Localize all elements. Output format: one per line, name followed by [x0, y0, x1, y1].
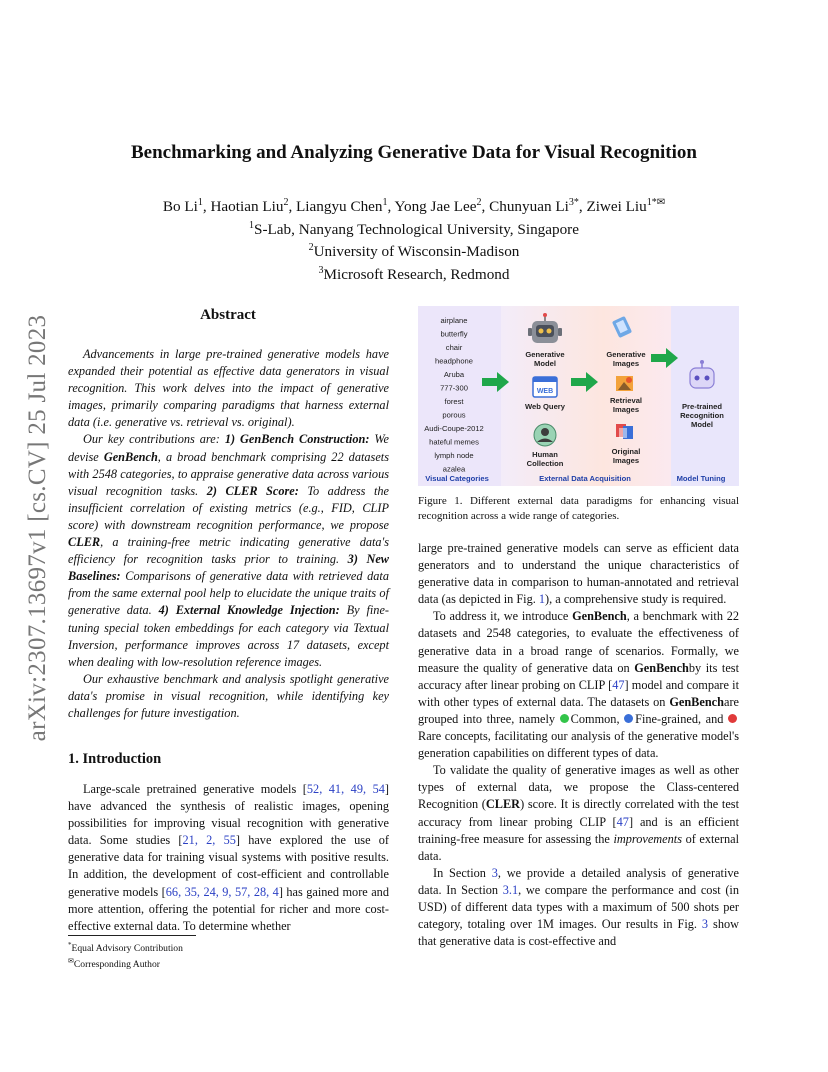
category-label: hateful memes: [429, 437, 479, 447]
section-heading-introduction: 1. Introduction: [68, 751, 162, 767]
affiliation: $^2$University of Wisconsin-Madison: [308, 242, 520, 261]
original-images-label: Original Images: [611, 447, 641, 465]
figure-1: [418, 306, 739, 486]
affiliation: $^3$Microsoft Research, Redmond: [318, 264, 510, 283]
panel-model-tuning: [671, 306, 739, 486]
footnote-rule: [68, 935, 196, 936]
retrieval-image-icon: [616, 376, 633, 391]
category-label: butterfly: [440, 329, 468, 339]
common-dot-icon: [560, 714, 569, 723]
human-icon: [534, 424, 556, 446]
body-paragraph: To address it, we introduce GenBench, a benchmark with 22 datasets and 2548 categories, to evaluate the effectiveness of generative data in a broad range of scenarios. Formally, we measure the quality of generative data on GenBenchby its test accuracy after linear probing on CLIP [47] model and compare it with other types of external data. The datasets on GenBenchare grouped into three, namely Common, Fine-grained, and Rare concepts, facilitating our analysis of the generative model's generation capabilities on different types of data.: [418, 609, 740, 761]
svg-text:WEB: WEB: [536, 388, 554, 395]
citation-link[interactable]: 52, 41, 49, 54: [306, 782, 385, 796]
figure-caption: Figure 1. Different external data paradigms for enhancing visual recognition across a wide range of categories.: [418, 495, 739, 522]
citation-link[interactable]: 47: [612, 677, 625, 692]
category-label: forest: [444, 397, 464, 406]
figure-link[interactable]: 3: [701, 917, 709, 932]
web-query-label: Web Query: [525, 402, 565, 411]
footnotes: [68, 939, 389, 971]
affiliation: $^1$S-Lab, Nanyang Technological University, Singapore: [249, 219, 579, 238]
footnote: ✉Corresponding Author: [68, 957, 160, 971]
footnote: *Equal Advisory Contribution: [68, 941, 183, 955]
category-label: porous: [442, 410, 466, 420]
category-label: headphone: [434, 356, 474, 366]
abstract-body: [68, 346, 389, 722]
recognition-model-label: Pre-trained Recognition Model: [680, 402, 724, 429]
category-label: chair: [445, 343, 463, 352]
generative-model-label: Generative Model: [525, 350, 565, 368]
rare-dot-icon: [728, 714, 737, 723]
external-data-label: External Data Acquisition: [539, 474, 631, 483]
fine-grained-dot-icon: [624, 714, 633, 723]
figure-link[interactable]: 1: [538, 592, 546, 607]
author: Haotian Liu$^2$: [210, 197, 289, 216]
author: Chunyuan $Li^{3*}$: [489, 197, 579, 216]
body-paragraph: In Section 3, we provide a detailed analysis of generative data. In Section 3.1, we compare the performance and cost (in USD) of different data types with a maximum of 500 shots per category, totaling over 1M images. Our results in Fig. 3 show that generative data is cost-effective and: [418, 865, 739, 949]
figure-1-diagram: [418, 306, 739, 486]
intro-paragraph: Large-scale pretrained generative models [52, 41, 49, 54] have advanced the synthesis of realistic images, opening possibilities for improving visual recognition with generative data. Some studies [21, 2, 55] have explored the use of generative data for training visual systems with positive results. In addition, the development of cost-efficient and controllable generative models [66, 35, 24, 9, 57, 28, 4] has gained more and more attention, offering the potential for richer and more cost-effective external data. To determine whether: [68, 782, 390, 933]
author-block: [60, 194, 768, 284]
section-link[interactable]: 3: [491, 865, 498, 880]
model-tuning-label: Model Tuning: [676, 474, 726, 483]
category-label: azalea: [442, 464, 466, 474]
paper-title: Benchmarking and Analyzing Generative Data for Visual Recognition: [131, 142, 697, 163]
category-label: Audi-Coupe-2012: [424, 424, 484, 433]
citation-link[interactable]: 47: [616, 814, 629, 829]
arxiv-stamp: [18, 298, 58, 758]
body-paragraph: To validate the quality of generative images as well as other types of external data, we propose the Class-centered Recognition (CLER) score. It is directly correlated with the test accuracy from linear probing CLIP [47] and is an efficient training-free measure for assessing the improvements of external data.: [418, 763, 740, 863]
original-image-icon: [616, 424, 633, 439]
citation-link[interactable]: 21, 2, 55: [182, 833, 236, 848]
author: Yong Jae Lee$^2$: [394, 197, 482, 216]
category-label: airplane: [440, 316, 468, 325]
right-column-body: [418, 540, 739, 950]
abstract-paragraph: Our exhaustive benchmark and analysis spotlight generative data's promise in visual recognition, while identifying key challenges for future investigation.: [68, 671, 389, 720]
author: Ziwei Liu$^{1*✉}$: [586, 197, 666, 216]
section-link[interactable]: 3.1: [502, 882, 519, 897]
author: Bo Li$^1$: [162, 197, 203, 216]
intro-body: [68, 781, 389, 935]
abstract-heading: Abstract: [200, 307, 256, 323]
abstract-paragraph: Advancements in large pre-trained generative models have expanded their potential as effective data generators in visual recognition. This work delves into the impact of generative images, primarily comparing paradigms that harness external data (i.e. generative vs. retrieval vs. original).: [68, 347, 389, 430]
category-label: lymph node: [434, 451, 474, 460]
retrieval-images-label: Retrieval Images: [609, 396, 643, 414]
abstract-paragraph: Our key contributions are: 1) GenBench Construction: We devise GenBench, a broad benchmark comprising 22 datasets with 2548 categories, to appraise generative data across various visual recognition tasks. 2) CLER Score: To address the insufficient correlation of existing metrics (e.g., FID, CLIP score) with downstream recognition performance, we propose CLER, a training-free metric indicating generative data's efficiency for recognition tasks prior to training. 3) New Baselines: Comparisons of generative data with retrieved data from the same external pool help to elucidate the unique traits of generative data. 4) External Knowledge Injection: By fine-tuning special token embeddings for each category via Textual Inversion, performance improves across 17 datasets, except when dealing with low-resolution reference images.: [68, 432, 390, 669]
web-icon: [533, 377, 557, 397]
author-list: Bo Li$^1$, Haotian Liu$^2$, Liangyu Chen$^1$, Yong Jae Lee$^2$, Chunyuan $Li^{3*}$, Ziwei Liu$^{1*✉}$: [162, 197, 666, 216]
category-label: 777-300: [440, 383, 468, 393]
author: Liangyu Chen$^1$: [296, 197, 388, 216]
arxiv-stamp-text: arXiv:2307.13697v1 [cs.CV] 25 Jul 2023: [24, 314, 51, 742]
category-label: Aruba: [443, 370, 465, 379]
visual-categories-label: Visual Categories: [425, 474, 489, 483]
generative-images-label: Generative Images: [606, 350, 646, 368]
citation-link[interactable]: 66, 35, 24, 9, 57, 28, 4: [165, 884, 279, 899]
human-collection-label: Human Collection: [526, 450, 564, 468]
body-paragraph: large pre-trained generative models can serve as efficient data generators and to understand the unique characteristics of generative data in comparison to human-annotated and retrieval data (as depicted in Fig. 1), a comprehensive study is required.: [418, 541, 739, 607]
